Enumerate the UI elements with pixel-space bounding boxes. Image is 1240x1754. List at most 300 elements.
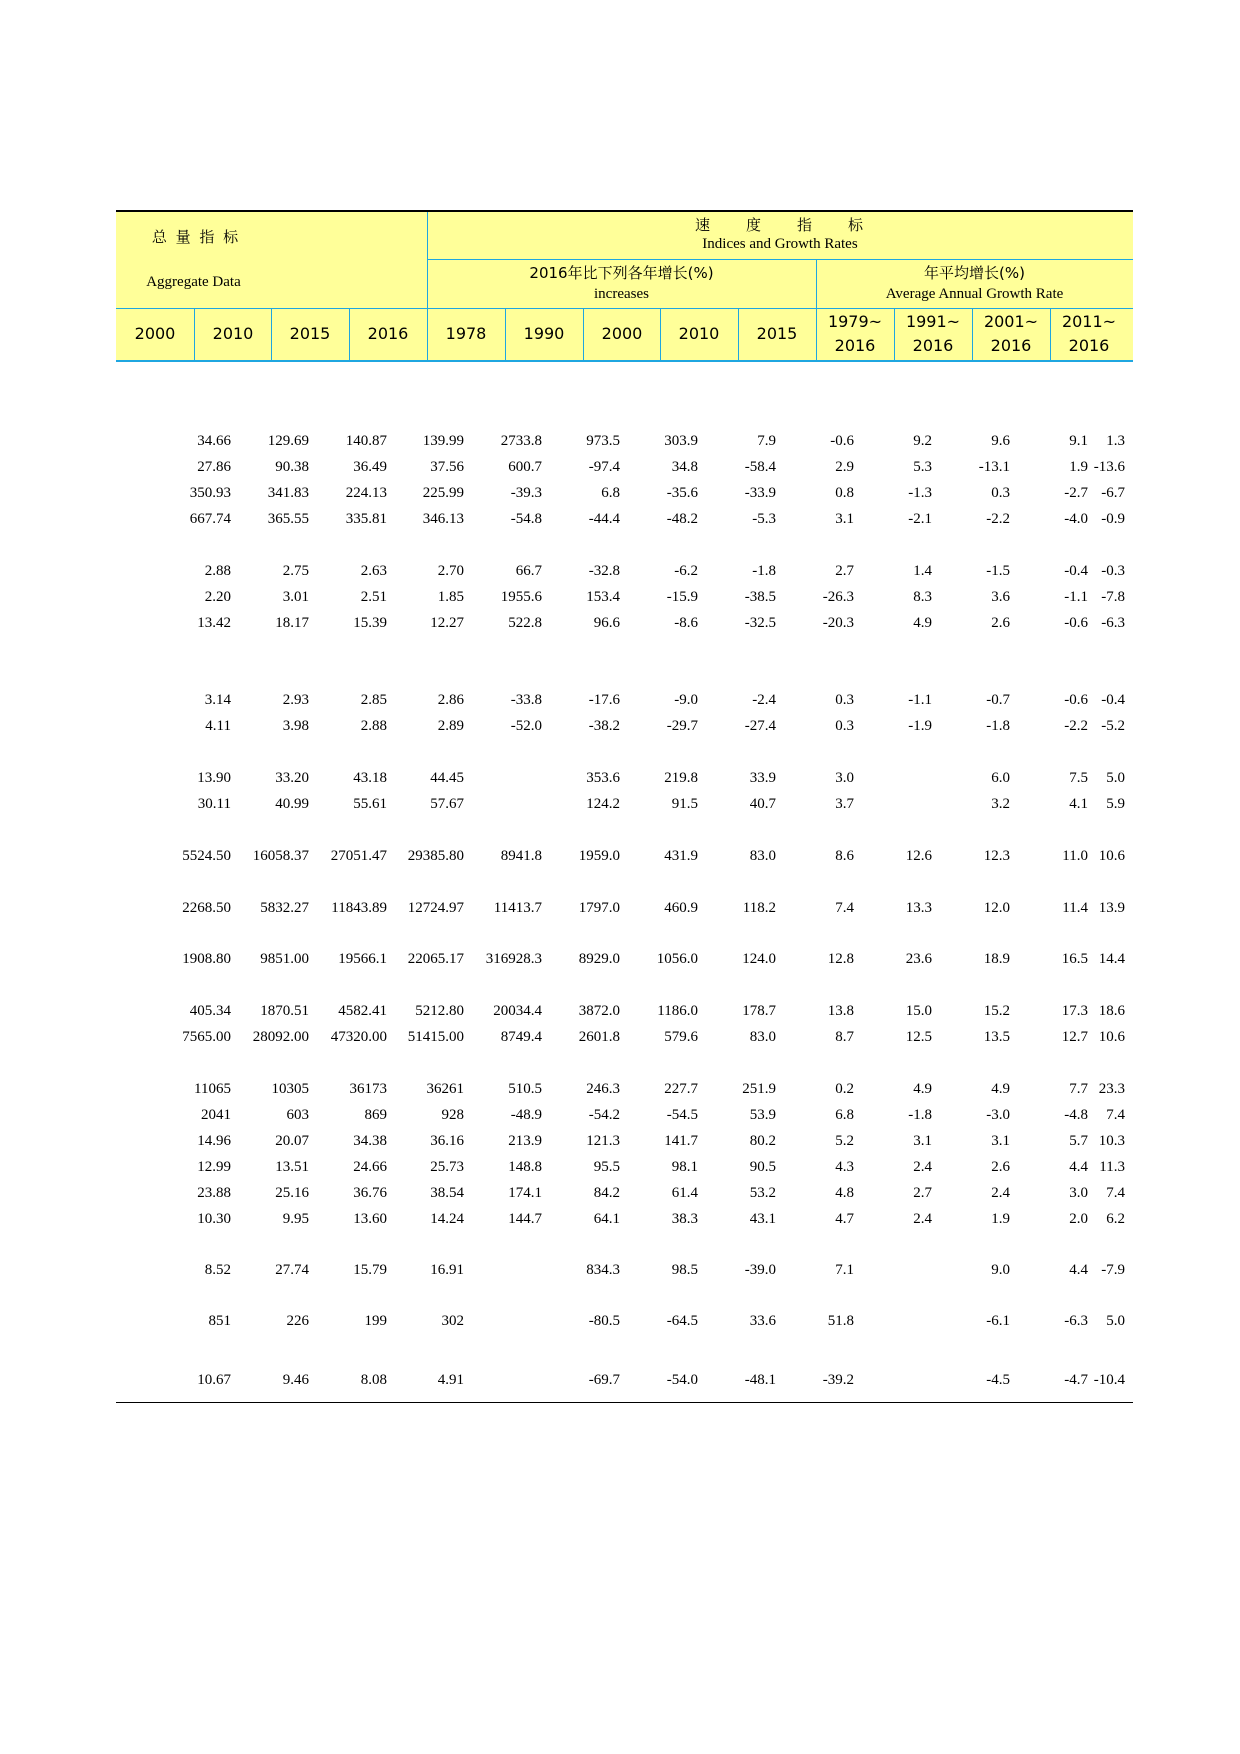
table-cell: -5.3 (752, 511, 776, 527)
table-cell: 600.7 (508, 459, 542, 475)
table-cell: 14.96 (197, 1133, 231, 1149)
table-cell: 36.49 (353, 459, 387, 475)
table-cell: 869 (364, 1107, 387, 1123)
table-cell: 148.8 (508, 1159, 542, 1175)
col-year-2016: 2016 (367, 324, 409, 343)
table-cell: -4.8 (1064, 1107, 1088, 1123)
table-cell: 2.86 (437, 692, 464, 708)
table-row (116, 1309, 1133, 1333)
table-cell: 8.52 (204, 1262, 231, 1278)
table-cell: 7.4 (835, 900, 854, 916)
table-cell: 7.7 (1069, 1081, 1088, 1097)
table-cell: -58.4 (744, 459, 776, 475)
table-cell: 2268.50 (182, 900, 231, 916)
table-cell: 2733.8 (500, 433, 542, 449)
table-cell: -69.7 (588, 1372, 620, 1388)
table-cell: 3.2 (991, 796, 1010, 812)
table-cell: 11065 (194, 1081, 231, 1097)
table-cell: 61.4 (671, 1185, 698, 1201)
table-cell: -39.2 (822, 1372, 854, 1388)
table-cell: 928 (441, 1107, 464, 1123)
table-cell: 27051.47 (330, 848, 387, 864)
table-cell: 4.4 (1069, 1262, 1088, 1278)
increase-title-en: increases (594, 286, 649, 302)
table-cell: 2041 (201, 1107, 231, 1123)
table-cell: 4582.41 (338, 1003, 387, 1019)
table-row (116, 1129, 1133, 1153)
table-cell: 121.3 (586, 1133, 620, 1149)
table-cell: 4.9 (991, 1081, 1010, 1097)
table-cell: 8.3 (913, 589, 932, 605)
table-cell: 178.7 (742, 1003, 776, 1019)
table-cell: 219.8 (664, 770, 698, 786)
table-row (116, 766, 1133, 790)
table-cell: -2.7 (1064, 485, 1088, 501)
table-cell: 12.99 (197, 1159, 231, 1175)
table-cell: -1.3 (908, 485, 932, 501)
table-cell: 1.9 (1069, 459, 1088, 475)
table-cell: 9.95 (282, 1211, 309, 1227)
table-cell: 8.7 (835, 1029, 854, 1045)
table-cell: 43.1 (749, 1211, 776, 1227)
table-cell: 83.0 (749, 848, 776, 864)
table-cell: 36.76 (353, 1185, 387, 1201)
table-cell: -48.9 (510, 1107, 542, 1123)
period-to: 2016 (912, 336, 954, 355)
table-row (116, 844, 1133, 868)
table-cell: 96.6 (593, 615, 620, 631)
table-cell: 4.9 (913, 615, 932, 631)
table-cell: -7.8 (1101, 589, 1125, 605)
table-cell: 27.86 (197, 459, 231, 475)
table-cell: 1056.0 (656, 951, 698, 967)
table-cell: -6.3 (1101, 615, 1125, 631)
table-cell: 124.0 (742, 951, 776, 967)
table-cell: -38.2 (588, 718, 620, 734)
table-cell: 91.5 (671, 796, 698, 812)
table-cell: 24.66 (353, 1159, 387, 1175)
table-cell: 4.3 (835, 1159, 854, 1175)
table-cell: -33.9 (744, 485, 776, 501)
table-cell: -39.3 (510, 485, 542, 501)
table-cell: 8929.0 (578, 951, 620, 967)
aggregate-title-en: Aggregate Data (146, 274, 241, 290)
table-cell: 3.01 (282, 589, 309, 605)
table-row (116, 1207, 1133, 1231)
table-cell: 834.3 (586, 1262, 620, 1278)
table-cell: 15.0 (905, 1003, 932, 1019)
table-cell: 2.93 (282, 692, 309, 708)
table-cell: 25.73 (430, 1159, 464, 1175)
table-cell: 5.3 (913, 459, 932, 475)
table-cell: 10.6 (1098, 1029, 1125, 1045)
table-cell: 2.20 (204, 589, 231, 605)
table-cell: 2601.8 (578, 1029, 620, 1045)
table-cell: 10.30 (197, 1211, 231, 1227)
table-cell: 11.0 (1062, 848, 1088, 864)
table-row (116, 1155, 1133, 1179)
period-from: 1979~ (827, 312, 883, 331)
table-cell: -1.8 (986, 718, 1010, 734)
period-from: 2011~ (1061, 312, 1117, 331)
col-year-2000: 2000 (134, 324, 176, 343)
table-cell: 11.3 (1099, 1159, 1125, 1175)
table-cell: 5.2 (835, 1133, 854, 1149)
table-row (116, 1368, 1133, 1392)
table-cell: 20.07 (275, 1133, 309, 1149)
table-cell: 8.6 (835, 848, 854, 864)
table-cell: 7.9 (757, 433, 776, 449)
table-cell: -39.0 (744, 1262, 776, 1278)
table-cell: 51.8 (827, 1313, 854, 1329)
col-inc-1978: 1978 (445, 324, 487, 343)
table-cell: 12.5 (905, 1029, 932, 1045)
table-cell: 55.61 (353, 796, 387, 812)
table-cell: 2.4 (913, 1159, 932, 1175)
table-cell: 2.6 (991, 1159, 1010, 1175)
table-cell: -33.8 (510, 692, 542, 708)
header-rule (116, 308, 1133, 309)
table-cell: 10.3 (1098, 1133, 1125, 1149)
period-to: 2016 (834, 336, 876, 355)
table-cell: 98.5 (671, 1262, 698, 1278)
table-cell: 15.2 (983, 1003, 1010, 1019)
table-cell: 1.85 (437, 589, 464, 605)
table-cell: 2.85 (360, 692, 387, 708)
table-cell: 9851.00 (260, 951, 309, 967)
table-cell: 13.3 (905, 900, 932, 916)
table-row (116, 1103, 1133, 1127)
table-cell: -32.8 (588, 563, 620, 579)
table-cell: 34.8 (671, 459, 698, 475)
table-cell: 28092.00 (252, 1029, 309, 1045)
table-cell: 4.91 (437, 1372, 464, 1388)
table-cell: 4.7 (835, 1211, 854, 1227)
table-cell: 83.0 (749, 1029, 776, 1045)
table-cell: -6.1 (986, 1313, 1010, 1329)
table-cell: 3.1 (835, 511, 854, 527)
table-cell: 16.5 (1061, 951, 1088, 967)
table-cell: -97.4 (588, 459, 620, 475)
table-cell: -20.3 (822, 615, 854, 631)
table-cell: 2.88 (204, 563, 231, 579)
table-cell: 33.6 (749, 1313, 776, 1329)
table-cell: 0.2 (835, 1081, 854, 1097)
table-cell: 5832.27 (260, 900, 309, 916)
table-cell: 316928.3 (485, 951, 542, 967)
table-row (116, 585, 1133, 609)
table-cell: -0.9 (1101, 511, 1125, 527)
period-to: 2016 (1068, 336, 1110, 355)
statistics-table (116, 210, 1133, 1388)
table-cell: 0.8 (835, 485, 854, 501)
table-row (116, 947, 1133, 971)
table-cell: -2.2 (1064, 718, 1088, 734)
table-cell: -13.1 (978, 459, 1010, 475)
table-cell: 0.3 (835, 692, 854, 708)
period-from: 1991~ (905, 312, 961, 331)
table-cell: 4.1 (1069, 796, 1088, 812)
table-cell: -10.4 (1093, 1372, 1125, 1388)
table-cell: 1186.0 (657, 1003, 698, 1019)
table-cell: -1.8 (752, 563, 776, 579)
table-cell: 23.6 (905, 951, 932, 967)
table-cell: 10305 (271, 1081, 309, 1097)
col-avg-2001 (972, 310, 1050, 358)
table-cell: 346.13 (422, 511, 464, 527)
table-cell: 2.4 (913, 1211, 932, 1227)
table-cell: 153.4 (586, 589, 620, 605)
table-cell: 1797.0 (578, 900, 620, 916)
table-row (116, 481, 1133, 505)
table-row (116, 429, 1133, 453)
table-cell: 3.14 (204, 692, 231, 708)
table-cell: 18.6 (1098, 1003, 1125, 1019)
table-cell: 8941.8 (500, 848, 542, 864)
table-row (116, 559, 1133, 583)
table-cell: 36173 (349, 1081, 387, 1097)
table-cell: -1.8 (908, 1107, 932, 1123)
table-cell: 64.1 (593, 1211, 620, 1227)
table-cell: 36.16 (430, 1133, 464, 1149)
table-cell: 22065.17 (407, 951, 464, 967)
col-year-2015: 2015 (289, 324, 331, 343)
table-cell: 66.7 (515, 563, 542, 579)
table-cell: 118.2 (742, 900, 776, 916)
table-cell: 1.9 (991, 1211, 1010, 1227)
table-cell: 20034.4 (493, 1003, 542, 1019)
col-inc-2010: 2010 (678, 324, 720, 343)
table-cell: 38.3 (671, 1211, 698, 1227)
table-cell: 30.11 (197, 796, 231, 812)
col-year-2010: 2010 (212, 324, 254, 343)
table-cell: 37.56 (430, 459, 464, 475)
table-cell: 11843.89 (331, 900, 387, 916)
table-cell: -54.5 (666, 1107, 698, 1123)
table-cell: -54.0 (666, 1372, 698, 1388)
table-cell: 7.5 (1069, 770, 1088, 786)
table-cell: 226 (286, 1313, 309, 1329)
col-avg-1991 (894, 310, 972, 358)
table-cell: 6.8 (601, 485, 620, 501)
table-cell: 43.18 (353, 770, 387, 786)
increase-title-cn: 2016年比下列各年增长(%) (529, 264, 714, 282)
table-cell: 9.46 (282, 1372, 309, 1388)
table-cell: -35.6 (666, 485, 698, 501)
table-cell: 225.99 (422, 485, 464, 501)
table-cell: 9.6 (991, 433, 1010, 449)
table-cell: 10.67 (197, 1372, 231, 1388)
table-cell: 3.1 (991, 1133, 1010, 1149)
table-cell: 510.5 (508, 1081, 542, 1097)
table-cell: 51415.00 (407, 1029, 464, 1045)
table-row (116, 1181, 1133, 1205)
table-cell: 13.8 (827, 1003, 854, 1019)
table-cell: 246.3 (586, 1081, 620, 1097)
table-cell: 14.24 (430, 1211, 464, 1227)
table-cell: 6.8 (835, 1107, 854, 1123)
table-cell: -2.4 (752, 692, 776, 708)
table-cell: 579.6 (664, 1029, 698, 1045)
table-cell: 13.90 (197, 770, 231, 786)
table-cell: 80.2 (749, 1133, 776, 1149)
table-row (116, 611, 1133, 635)
table-cell: 10.6 (1098, 848, 1125, 864)
table-cell: 2.7 (835, 563, 854, 579)
header-rule (427, 259, 1133, 260)
table-cell: 12.3 (983, 848, 1010, 864)
table-cell: 603 (286, 1107, 309, 1123)
aggregate-title-cn: 总 量 指 标 (151, 228, 241, 246)
table-cell: 3.6 (991, 589, 1010, 605)
table-cell: 90.38 (275, 459, 309, 475)
table-cell: -0.7 (986, 692, 1010, 708)
table-cell: 13.5 (983, 1029, 1010, 1045)
table-row (116, 1025, 1133, 1049)
table-cell: 5.0 (1106, 1313, 1125, 1329)
indices-title-en: Indices and Growth Rates (702, 236, 858, 252)
table-row (116, 1258, 1133, 1282)
table-cell: -15.9 (666, 589, 698, 605)
table-cell: 2.4 (991, 1185, 1010, 1201)
indices-title-cn: 速 度 指 标 (694, 216, 865, 234)
table-cell: 405.34 (189, 1003, 231, 1019)
table-row (116, 455, 1133, 479)
table-cell: -52.0 (510, 718, 542, 734)
table-cell: 5.7 (1069, 1133, 1088, 1149)
table-cell: 2.88 (360, 718, 387, 734)
table-cell: 460.9 (664, 900, 698, 916)
table-cell: -8.6 (674, 615, 698, 631)
table-cell: -26.3 (822, 589, 854, 605)
table-cell: -4.5 (986, 1372, 1010, 1388)
table-row (116, 714, 1133, 738)
table-cell: 2.75 (282, 563, 309, 579)
table-cell: -4.7 (1064, 1372, 1088, 1388)
table-cell: 84.2 (593, 1185, 620, 1201)
table-row (116, 507, 1133, 531)
table-cell: -0.4 (1064, 563, 1088, 579)
table-cell: 27.74 (275, 1262, 309, 1278)
table-cell: 34.38 (353, 1133, 387, 1149)
table-cell: -0.6 (830, 433, 854, 449)
table-cell: 2.89 (437, 718, 464, 734)
table-cell: 95.5 (593, 1159, 620, 1175)
table-cell: -27.4 (744, 718, 776, 734)
table-cell: 341.83 (267, 485, 309, 501)
table-cell: 667.74 (189, 511, 231, 527)
table-cell: 431.9 (664, 848, 698, 864)
period-from: 2001~ (983, 312, 1039, 331)
table-cell: 12.0 (983, 900, 1010, 916)
table-cell: 1955.6 (500, 589, 542, 605)
table-cell: 15.79 (353, 1262, 387, 1278)
col-avg-2011 (1050, 310, 1128, 358)
table-row (116, 999, 1133, 1023)
table-cell: 2.9 (835, 459, 854, 475)
table-cell: -5.2 (1101, 718, 1125, 734)
table-cell: 174.1 (508, 1185, 542, 1201)
table-cell: -32.5 (744, 615, 776, 631)
table-cell: -64.5 (666, 1313, 698, 1329)
table-cell: -48.1 (744, 1372, 776, 1388)
table-cell: 33.20 (275, 770, 309, 786)
table-cell: -1.1 (908, 692, 932, 708)
table-cell: 224.13 (345, 485, 387, 501)
table-cell: -2.2 (986, 511, 1010, 527)
table-cell: 12.7 (1061, 1029, 1088, 1045)
table-cell: 4.8 (835, 1185, 854, 1201)
table-cell: 13.51 (275, 1159, 309, 1175)
table-cell: 98.1 (671, 1159, 698, 1175)
table-cell: -44.4 (588, 511, 620, 527)
table-cell: 0.3 (835, 718, 854, 734)
table-cell: 973.5 (586, 433, 620, 449)
table-cell: 129.69 (267, 433, 309, 449)
table-cell: -13.6 (1093, 459, 1125, 475)
table-cell: 3872.0 (578, 1003, 620, 1019)
table-cell: 5212.80 (415, 1003, 464, 1019)
table-cell: 3.0 (835, 770, 854, 786)
table-cell: 7565.00 (182, 1029, 231, 1045)
table-cell: -54.2 (588, 1107, 620, 1123)
table-row (116, 896, 1133, 920)
table-cell: 5.9 (1106, 796, 1125, 812)
table-cell: 33.9 (749, 770, 776, 786)
table-cell: 2.0 (1069, 1211, 1088, 1227)
avg-growth-title-en: Average Annual Growth Rate (885, 286, 1064, 302)
table-cell: 15.39 (353, 615, 387, 631)
table-row (116, 1077, 1133, 1101)
table-cell: 144.7 (508, 1211, 542, 1227)
table-cell: -29.7 (666, 718, 698, 734)
table-cell: -0.6 (1064, 615, 1088, 631)
table-cell: -1.9 (908, 718, 932, 734)
table-cell: 13.60 (353, 1211, 387, 1227)
table-cell: -0.4 (1101, 692, 1125, 708)
table-row (116, 688, 1133, 712)
table-cell: 11.4 (1062, 900, 1088, 916)
table-cell: -54.8 (510, 511, 542, 527)
table-cell: 1870.51 (260, 1003, 309, 1019)
table-cell: 16.91 (430, 1262, 464, 1278)
table-cell: 2.63 (360, 563, 387, 579)
table-cell: 38.54 (430, 1185, 464, 1201)
table-cell: -48.2 (666, 511, 698, 527)
table-cell: -1.5 (986, 563, 1010, 579)
table-cell: 335.81 (345, 511, 387, 527)
table-cell: 7.4 (1106, 1185, 1125, 1201)
table-cell: 302 (441, 1313, 464, 1329)
table-cell: 13.42 (197, 615, 231, 631)
table-cell: 40.7 (749, 796, 776, 812)
table-cell: 851 (208, 1313, 231, 1329)
col-inc-2000: 2000 (601, 324, 643, 343)
table-cell: 16058.37 (252, 848, 309, 864)
table-cell: 12.8 (827, 951, 854, 967)
table-cell: 522.8 (508, 615, 542, 631)
table-bottom-rule (116, 1402, 1133, 1403)
table-cell: 2.70 (437, 563, 464, 579)
table-cell: -3.0 (986, 1107, 1010, 1123)
table-cell: 4.9 (913, 1081, 932, 1097)
table-cell: -6.3 (1064, 1313, 1088, 1329)
table-cell: 124.2 (586, 796, 620, 812)
table-cell: -4.0 (1064, 511, 1088, 527)
table-cell: 9.0 (991, 1262, 1010, 1278)
table-cell: -0.6 (1064, 692, 1088, 708)
table-cell: -17.6 (588, 692, 620, 708)
